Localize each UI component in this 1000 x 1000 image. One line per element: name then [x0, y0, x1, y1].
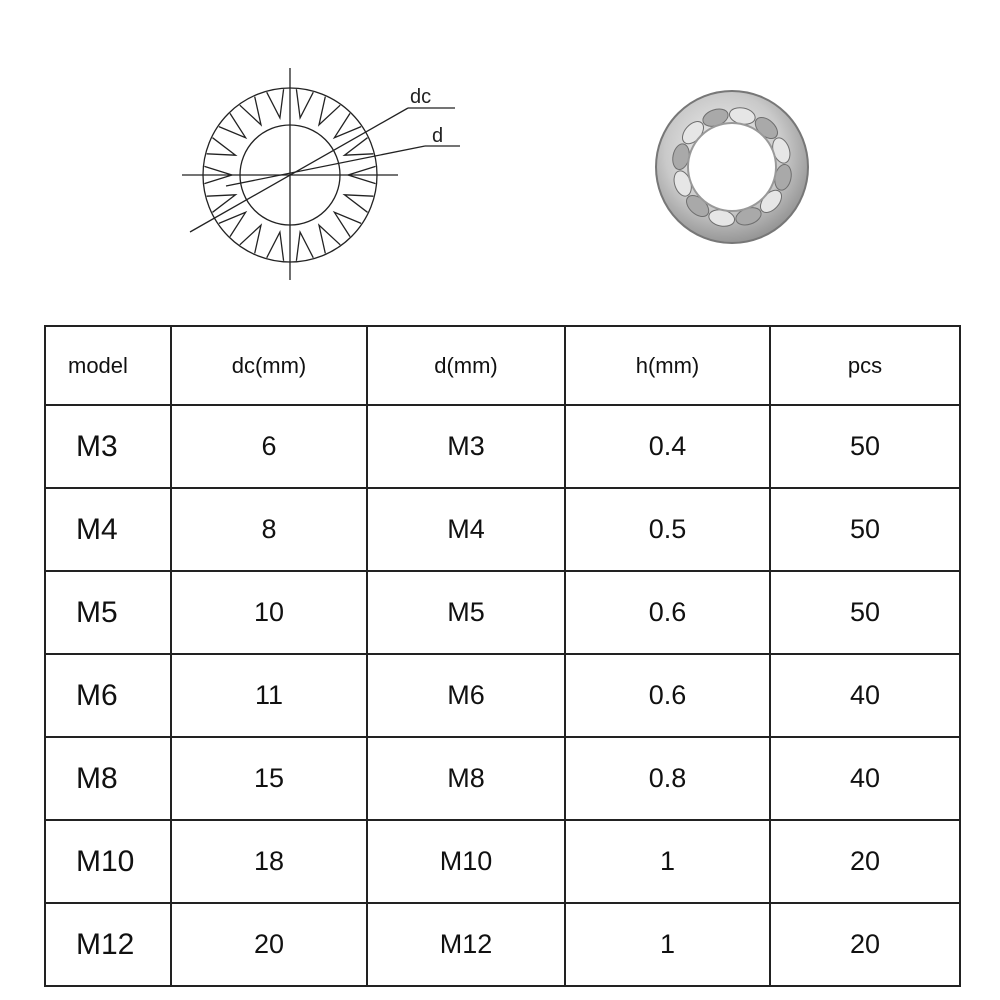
cell-dc: 18	[171, 820, 367, 903]
cell-model: M12	[45, 903, 171, 986]
table-header-row	[45, 326, 960, 405]
washer-tooth	[240, 97, 261, 125]
cell-d: M3	[367, 405, 565, 488]
cell-model: M3	[45, 405, 171, 488]
cell-dc: 8	[171, 488, 367, 571]
table-row	[45, 405, 960, 488]
dc-label: dc	[410, 86, 432, 108]
washer-tooth	[219, 113, 246, 137]
cell-h: 0.6	[565, 654, 770, 737]
header-dc: dc(mm)	[171, 326, 367, 405]
washer-tooth	[319, 97, 340, 125]
cell-d: M5	[367, 571, 565, 654]
cell-h: 0.6	[565, 571, 770, 654]
cell-pcs: 40	[770, 737, 960, 820]
washer-tooth	[267, 232, 284, 261]
cell-pcs: 50	[770, 571, 960, 654]
cell-d: M12	[367, 903, 565, 986]
cell-h: 1	[565, 903, 770, 986]
washer-tooth	[296, 89, 313, 118]
cell-h: 0.5	[565, 488, 770, 571]
washer-tooth	[207, 195, 236, 213]
washer-tooth	[334, 212, 361, 236]
cell-pcs: 50	[770, 405, 960, 488]
cell-d: M10	[367, 820, 565, 903]
cell-dc: 15	[171, 737, 367, 820]
cell-d: M6	[367, 654, 565, 737]
cell-model: M5	[45, 571, 171, 654]
washer-diagram	[170, 60, 470, 290]
washer-tooth	[345, 195, 374, 213]
cell-model: M10	[45, 820, 171, 903]
cell-model: M8	[45, 737, 171, 820]
cell-h: 0.4	[565, 405, 770, 488]
dc-leader-line	[190, 108, 408, 232]
cell-pcs: 50	[770, 488, 960, 571]
washer-tooth	[207, 138, 236, 156]
cell-d: M4	[367, 488, 565, 571]
washer-photo-hole	[688, 123, 776, 211]
cell-h: 1	[565, 820, 770, 903]
cell-dc: 6	[171, 405, 367, 488]
cell-pcs: 20	[770, 820, 960, 903]
cell-model: M6	[45, 654, 171, 737]
washer-photo-icon	[645, 85, 820, 250]
washer-tooth	[319, 225, 340, 253]
washer-tooth	[334, 113, 361, 137]
washer-tooth	[345, 138, 374, 156]
d-leader-line	[226, 146, 425, 186]
washer-tooth	[296, 232, 313, 261]
table-row	[45, 571, 960, 654]
table-row	[45, 654, 960, 737]
header-h: h(mm)	[565, 326, 770, 405]
header-model: model	[45, 326, 171, 405]
cell-pcs: 40	[770, 654, 960, 737]
table-row	[45, 820, 960, 903]
cell-d: M8	[367, 737, 565, 820]
cell-h: 0.8	[565, 737, 770, 820]
cell-pcs: 20	[770, 903, 960, 986]
header-pcs: pcs	[770, 326, 960, 405]
washer-tooth	[240, 225, 261, 253]
d-label: d	[432, 125, 444, 147]
cell-dc: 11	[171, 654, 367, 737]
spec-table	[44, 325, 961, 987]
washer-tooth	[267, 89, 284, 118]
cell-dc: 10	[171, 571, 367, 654]
cell-model: M4	[45, 488, 171, 571]
table-row	[45, 903, 960, 986]
cell-dc: 20	[171, 903, 367, 986]
table-row	[45, 488, 960, 571]
table-row	[45, 737, 960, 820]
header-d: d(mm)	[367, 326, 565, 405]
washer-tooth	[219, 212, 246, 236]
